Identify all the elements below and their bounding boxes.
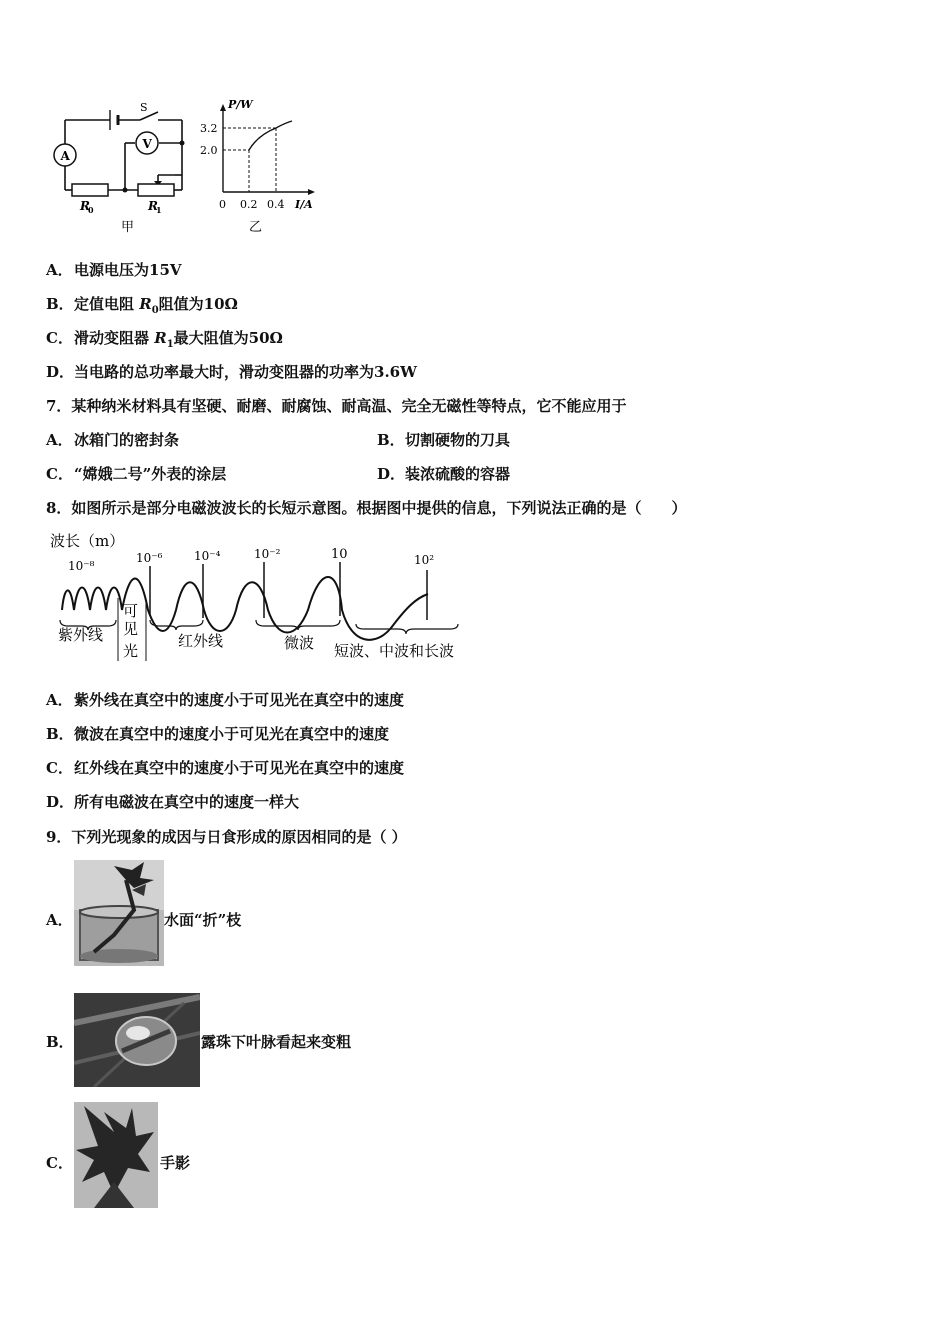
tick-10: 10: [331, 547, 348, 562]
q7-stem: 7．某种纳米材料具有坚硬、耐磨、耐腐蚀、耐高温、完全无磁性等特点，它不能应用于: [46, 397, 627, 415]
option-label: A．: [46, 261, 73, 279]
resistor-r0: [72, 184, 108, 196]
q8-option-b[interactable]: [46, 724, 389, 744]
tick-x-0-4: 0.4: [267, 198, 285, 211]
option-text: 切割硬物的刀具: [405, 431, 511, 449]
graph-ylabel: P/W: [228, 98, 253, 111]
axis-title: 波长（m）: [50, 532, 125, 550]
option-text: “嫦娥二号”外表的涂层: [74, 465, 227, 483]
var-sub: 0: [151, 305, 159, 316]
graph-xlabel: I/A: [295, 198, 313, 211]
r1-label: R: [148, 199, 158, 213]
r0-label: R: [80, 199, 90, 213]
voltmeter-label: V: [142, 137, 152, 151]
option-text-pre: 定值电阻: [74, 295, 140, 313]
em-spectrum-figure: [46, 528, 476, 668]
band-ultraviolet: 紫外线: [58, 626, 104, 644]
band-infrared: 红外线: [178, 632, 224, 650]
var-r: R: [154, 329, 167, 347]
photo-dew-on-leaf[interactable]: [74, 993, 200, 1087]
q9-option-b-text[interactable]: 露珠下叶脉看起来变粗: [201, 1033, 352, 1051]
option-text: 微波在真空中的速度小于可见光在真空中的速度: [74, 725, 390, 743]
q7-option-c[interactable]: [46, 464, 226, 484]
switch-label: S: [140, 101, 148, 114]
wave-line: [62, 577, 428, 640]
option-label: B．: [46, 725, 74, 743]
option-label: B．: [46, 295, 74, 313]
option-text-post: 最大阻值为50Ω: [173, 329, 283, 347]
tick-1e2: 10²: [414, 553, 435, 567]
tick-1e-8: 10⁻⁸: [68, 559, 95, 573]
q9-option-b-label: B．: [46, 1033, 74, 1051]
option-text: 冰箱门的密封条: [74, 431, 180, 449]
ammeter-label: A: [60, 149, 70, 163]
q9-option-c-label: C．: [46, 1154, 73, 1172]
photo-branch-in-water[interactable]: [74, 860, 164, 966]
caption-yi: 乙: [249, 220, 263, 235]
r0-sub: 0: [88, 205, 94, 215]
band-microwave: 微波: [284, 634, 315, 652]
option-text: 所有电磁波在真空中的速度一样大: [74, 793, 300, 811]
var-sub: 1: [166, 339, 174, 350]
option-text: 当电路的总功率最大时，滑动变阻器的功率为3.6W: [74, 363, 417, 381]
q9-option-a-text[interactable]: 水面“折”枝: [164, 911, 242, 929]
band-visible-3: 光: [123, 642, 139, 660]
option-label: D．: [46, 793, 75, 811]
q8-option-c[interactable]: [46, 758, 404, 778]
photo-hand-shadow[interactable]: [74, 1102, 158, 1208]
option-label: A．: [46, 691, 73, 709]
q7-option-a[interactable]: [46, 430, 179, 450]
tick-1e-4: 10⁻⁴: [194, 549, 221, 563]
option-label: C．: [46, 329, 73, 347]
option-label: D．: [377, 465, 406, 483]
option-text: 装浓硫酸的容器: [405, 465, 511, 483]
circuit-and-graph-figure: [40, 95, 340, 240]
band-visible-1: 可: [123, 602, 139, 620]
band-visible-2: 见: [123, 620, 139, 638]
option-label: C．: [46, 465, 73, 483]
q6-option-b[interactable]: [46, 294, 238, 321]
option-text: 电源电压为15V: [74, 261, 182, 279]
option-label: D．: [46, 363, 75, 381]
resistor-r1: [138, 184, 174, 196]
option-text: 紫外线在真空中的速度小于可见光在真空中的速度: [74, 691, 405, 709]
tick-1e-2: 10⁻²: [254, 547, 281, 561]
q7-option-b[interactable]: [377, 430, 510, 450]
option-text: 红外线在真空中的速度小于可见光在真空中的速度: [74, 759, 405, 777]
tick-origin: 0: [219, 198, 226, 211]
tick-y-3-2: 3.2: [200, 122, 218, 135]
option-text-post: 阻值为10Ω: [158, 295, 238, 313]
q9-stem: 9．下列光现象的成因与日食形成的原因相同的是（ ）: [46, 828, 407, 846]
q8-option-a[interactable]: [46, 690, 404, 710]
tick-y-2-0: 2.0: [200, 144, 218, 157]
q6-option-a[interactable]: [46, 260, 182, 280]
q9-option-c-text[interactable]: 手影: [160, 1154, 191, 1172]
band-radio: 短波、中波和长波: [334, 642, 455, 660]
var-r: R: [139, 295, 152, 313]
q6-option-c[interactable]: [46, 328, 283, 355]
tick-x-0-2: 0.2: [240, 198, 258, 211]
option-label: C．: [46, 759, 73, 777]
q7-option-d[interactable]: [377, 464, 510, 484]
q9-option-a-label: A．: [46, 911, 73, 929]
option-text-pre: 滑动变阻器: [74, 329, 155, 347]
r1-sub: 1: [156, 205, 162, 215]
option-label: B．: [377, 431, 405, 449]
q8-stem: 8．如图所示是部分电磁波波长的长短示意图。根据图中提供的信息，下列说法正确的是（ ）: [46, 499, 687, 517]
tick-1e-6: 10⁻⁶: [136, 551, 163, 565]
power-curve: [249, 121, 292, 150]
caption-jia: 甲: [121, 220, 135, 235]
option-label: A．: [46, 431, 73, 449]
q6-option-d[interactable]: [46, 362, 417, 382]
q8-option-d[interactable]: [46, 792, 299, 812]
